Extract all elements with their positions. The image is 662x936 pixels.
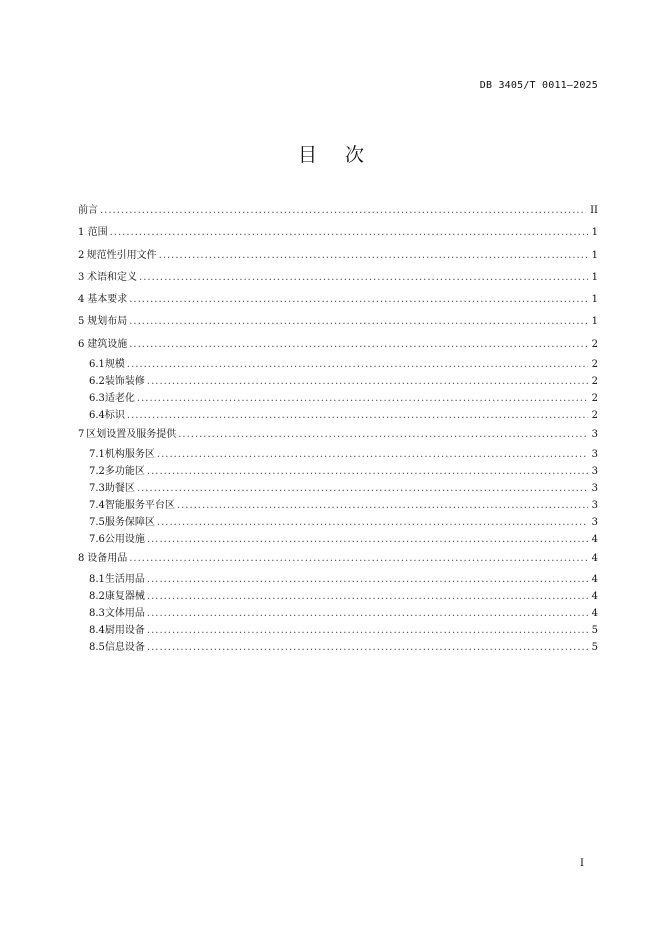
toc-dot-leader — [147, 373, 588, 390]
toc-entry-page: 4 — [591, 573, 598, 585]
toc-entry-number: 2 — [78, 249, 85, 261]
page-number: I — [580, 858, 584, 869]
toc-entry-label: 基本要求 — [87, 294, 128, 306]
toc-dot-leader — [127, 356, 588, 373]
toc-entry[interactable] — [78, 548, 598, 570]
toc-entry-number: 6.4 — [89, 410, 105, 422]
toc-entry[interactable] — [78, 497, 598, 514]
toc-entry-label: 设备用品 — [87, 553, 128, 565]
toc-dot-leader — [147, 588, 588, 605]
toc-entry-label: 文体用品 — [104, 607, 145, 619]
toc-entry-number: 8.3 — [89, 607, 105, 619]
toc-entry-page: 4 — [591, 607, 598, 619]
toc-entry[interactable] — [78, 639, 598, 656]
toc-dot-leader — [147, 639, 588, 656]
toc-entry[interactable] — [78, 311, 598, 333]
toc-dot-leader — [137, 480, 588, 497]
toc-entry-number: 7.1 — [89, 449, 105, 461]
toc-entry-page: 3 — [591, 449, 598, 461]
toc-entry-label: 智能服务平台区 — [104, 500, 175, 512]
toc-dot-leader — [177, 497, 588, 514]
toc-entry-page: 4 — [591, 590, 598, 602]
toc-entry-page: 3 — [591, 466, 598, 478]
toc-entry-number: 8.2 — [89, 590, 105, 602]
toc-entry[interactable] — [78, 407, 598, 424]
toc-entry-page: 2 — [591, 393, 598, 405]
toc-entry-number: 5 — [78, 316, 85, 328]
toc-dot-leader — [129, 289, 587, 311]
toc-entry[interactable] — [78, 588, 598, 605]
toc-dot-leader — [147, 605, 588, 622]
toc-entry-page: 3 — [591, 517, 598, 529]
table-of-contents — [78, 200, 598, 656]
toc-entry-number: 7.3 — [89, 483, 105, 495]
toc-entry-page: 2 — [591, 376, 598, 388]
toc-entry[interactable] — [78, 571, 598, 588]
toc-entry-page: 3 — [591, 483, 598, 495]
toc-entry-label: 规划布局 — [87, 316, 128, 328]
toc-entry[interactable] — [78, 446, 598, 463]
toc-entry-label: 生活用品 — [104, 573, 145, 585]
toc-entry[interactable] — [78, 373, 598, 390]
toc-entry-page: 1 — [591, 271, 598, 283]
toc-entry-label: 规模 — [104, 359, 125, 371]
toc-dot-leader — [110, 222, 588, 244]
toc-entry[interactable] — [78, 267, 598, 289]
toc-entry[interactable] — [78, 245, 598, 267]
toc-dot-leader — [147, 622, 588, 639]
toc-entry-label: 装饰装修 — [104, 376, 145, 388]
toc-entry-page: 4 — [591, 534, 598, 546]
toc-entry[interactable] — [78, 200, 598, 222]
toc-entry-label: 区划设置及服务提供 — [86, 429, 177, 441]
toc-dot-leader — [137, 390, 588, 407]
toc-dot-leader — [129, 334, 587, 356]
toc-entry-number: 7.6 — [89, 534, 105, 546]
toc-entry-page: 1 — [591, 294, 598, 306]
toc-entry-page: 2 — [591, 410, 598, 422]
toc-entry-page: 3 — [591, 500, 598, 512]
toc-entry[interactable] — [78, 424, 598, 446]
toc-entry[interactable] — [78, 514, 598, 531]
toc-dot-leader — [100, 200, 586, 222]
toc-entry-page: 2 — [591, 359, 598, 371]
toc-entry-number: 1 — [78, 227, 85, 239]
standard-code: DB 3405/T 0011—2025 — [479, 80, 598, 91]
toc-entry-page: 3 — [591, 429, 598, 441]
toc-entry-page: 2 — [591, 338, 598, 350]
toc-entry-number: 8.1 — [89, 573, 105, 585]
toc-entry[interactable] — [78, 334, 598, 356]
toc-dot-leader — [129, 548, 587, 570]
toc-entry-number: 7.2 — [89, 466, 105, 478]
toc-entry[interactable] — [78, 605, 598, 622]
toc-entry-page: 5 — [591, 641, 598, 653]
toc-entry-label: 机构服务区 — [104, 449, 155, 461]
toc-entry-label: 康复器械 — [104, 590, 145, 602]
toc-entry-label: 适老化 — [104, 393, 135, 405]
toc-entry-label: 多功能区 — [104, 466, 145, 478]
toc-entry[interactable] — [78, 222, 598, 244]
toc-entry-page: 4 — [591, 553, 598, 565]
toc-dot-leader — [157, 446, 588, 463]
toc-dot-leader — [129, 311, 587, 333]
toc-entry-label: 厨用设备 — [104, 624, 145, 636]
toc-entry-number: 8.4 — [89, 624, 105, 636]
toc-entry-label: 建筑设施 — [87, 338, 128, 350]
toc-entry-label: 标识 — [104, 410, 125, 422]
toc-entry-label: 信息设备 — [104, 641, 145, 653]
toc-entry-number: 6.2 — [89, 376, 105, 388]
toc-entry-label: 术语和定义 — [87, 271, 138, 283]
toc-entry-label: 前言 — [78, 205, 98, 216]
toc-entry-label: 公用设施 — [104, 534, 145, 546]
toc-dot-leader — [147, 531, 588, 548]
toc-dot-leader — [157, 514, 588, 531]
toc-entry[interactable] — [78, 622, 598, 639]
toc-entry-number: 7 — [78, 429, 85, 441]
toc-entry-number: 4 — [78, 294, 85, 306]
toc-dot-leader — [147, 571, 588, 588]
toc-entry-page: 1 — [591, 316, 598, 328]
toc-entry-label: 规范性引用文件 — [86, 249, 157, 261]
toc-entry-number: 3 — [78, 271, 85, 283]
toc-entry-page: II — [590, 205, 598, 216]
toc-entry[interactable] — [78, 289, 598, 311]
toc-entry-number: 6.1 — [89, 359, 105, 371]
toc-entry-number: 7.5 — [89, 517, 105, 529]
toc-entry-label: 助餐区 — [104, 483, 135, 495]
toc-entry-number: 6.3 — [89, 393, 105, 405]
toc-entry-number: 8 — [78, 553, 85, 565]
toc-entry-page: 1 — [591, 227, 598, 239]
toc-entry[interactable] — [78, 531, 598, 548]
toc-dot-leader — [159, 245, 588, 267]
toc-entry[interactable] — [78, 356, 598, 373]
page-title: 目次 — [297, 144, 392, 166]
toc-entry[interactable] — [78, 480, 598, 497]
toc-entry[interactable] — [78, 390, 598, 407]
toc-entry-number: 6 — [78, 338, 85, 350]
toc-dot-leader — [127, 407, 588, 424]
toc-entry[interactable] — [78, 463, 598, 480]
toc-dot-leader — [178, 424, 587, 446]
toc-entry-page: 1 — [591, 249, 598, 261]
toc-entry-number: 7.4 — [89, 500, 105, 512]
toc-dot-leader — [147, 463, 588, 480]
toc-entry-page: 5 — [591, 624, 598, 636]
toc-entry-number: 8.5 — [89, 641, 105, 653]
toc-dot-leader — [139, 267, 588, 289]
toc-entry-label: 服务保障区 — [104, 517, 155, 529]
toc-entry-label: 范围 — [87, 227, 108, 239]
